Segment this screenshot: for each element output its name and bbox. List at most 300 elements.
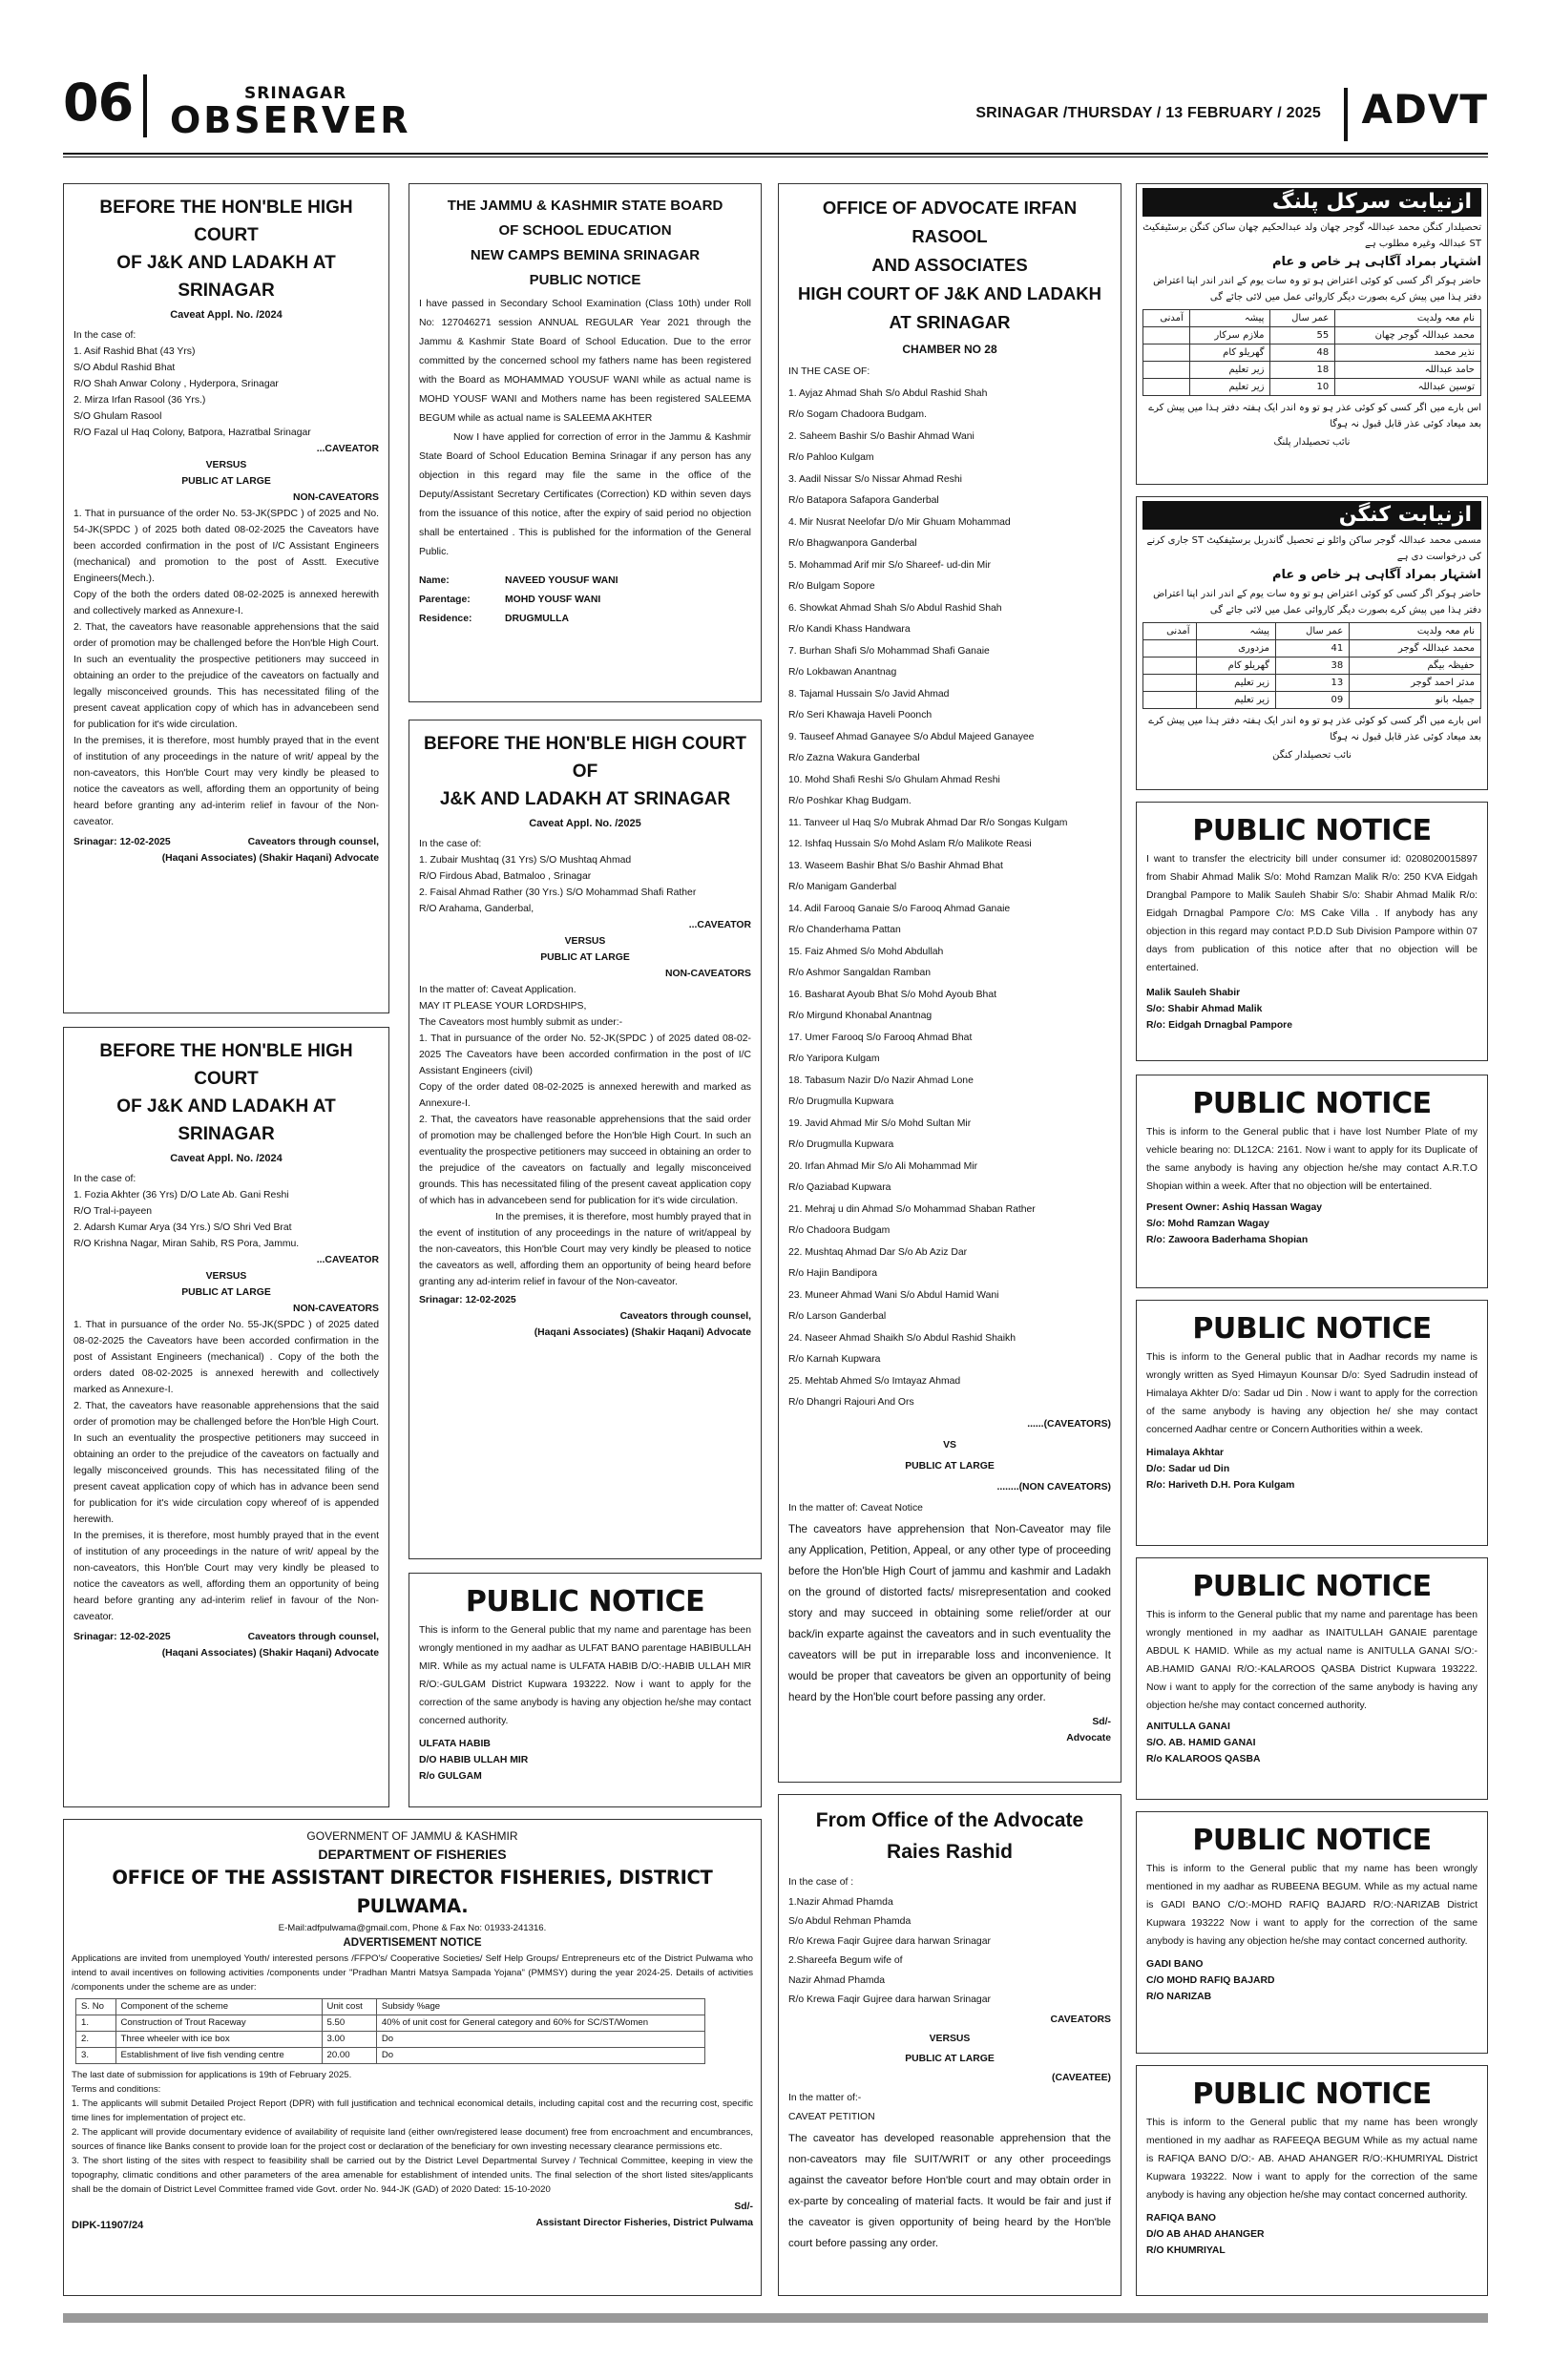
signatory-name: Present Owner: Ashiq Hassan Wagay	[1146, 1202, 1323, 1213]
table-row	[76, 2032, 705, 2048]
signatory-parentage: C/O MOHD RAFIQ BAJARD	[1146, 1975, 1275, 1986]
notice-title: BEFORE THE HON'BLE HIGH COURT	[99, 1041, 353, 1089]
caveat-notice-hc3	[409, 720, 762, 1559]
versus-label: VERSUS	[929, 2034, 971, 2044]
non-caveator-label: NON-CAVEATORS	[664, 969, 751, 979]
party-line: 2. Faisal Ahmad Rather (30 Yrs.) S/O Mohammad Shafi Rather	[419, 887, 697, 898]
party-line: 6. Showkat Ahmad Shah S/o Abdul Rashid Shah	[788, 602, 1002, 614]
party-line: 1. Fozia Akhter (36 Yrs) D/O Late Ab. Gani Reshi	[73, 1190, 289, 1200]
notice-title: From Office of the Advocate	[815, 1809, 1084, 1831]
party-line: R/o Chadoora Budgam	[788, 1225, 891, 1236]
divider	[143, 74, 147, 137]
table-row	[1143, 692, 1481, 709]
urdu-paragraph: تحصیلدار کنگن محمد عبداللہ گوجر چھان ولد عبدالحکیم چھان ساکن کنگن برسٹیفکیٹ ST عبداللہ وغیرہ مطلوب ہے	[1142, 222, 1481, 249]
paragraph: This is inform to the General public that i have lost Number Plate of my vehicle bearing no: DL12CA: 2161. Now i want to apply for its Duplicate of the same anybody is having any objection he/she may contact A.R.T.O Shopian within a week. After that no objection will be entertained.	[1146, 1127, 1478, 1192]
family-table	[1142, 309, 1481, 396]
signatory-residence: R/o KALAROOS QASBA	[1146, 1754, 1261, 1764]
non-caveator-label: ........(NON CAVEATORS)	[996, 1481, 1111, 1493]
paragraph: 2. That, the caveators have reasonable apprehensions that the said order of promotion may be challenged before the Hon'ble High Court. In such an eventuality the prospective petitioners may succeed in obtaining an order to the prejudice of the caveators on factually and legally misconceived grounds. This has necessitated filing of the present caveat application copy of which has in advancebeen send for publication for it's wide circulation.	[419, 1115, 751, 1206]
signature: (Haqani Associates) (Shakir Haqani) Advocate	[534, 1327, 751, 1338]
party-line: 1.Nazir Ahmad Phamda	[788, 1896, 893, 1908]
public-label: PUBLIC AT LARGE	[905, 2053, 995, 2064]
notice-title: BEFORE THE HON'BLE HIGH COURT OF	[423, 734, 747, 782]
table-cell: Do	[376, 2032, 704, 2048]
table-row	[1143, 362, 1481, 379]
urdu-heading: ازنیابت سرکل پلنگ	[1142, 188, 1481, 217]
public-label: PUBLIC AT LARGE	[540, 952, 630, 963]
party-line: R/o Drugmulla Kupwara	[788, 1139, 894, 1150]
table-cell: محمد عبداللہ گوجر	[1350, 640, 1481, 658]
table-row	[1143, 310, 1481, 327]
table-cell: جمیلہ بانو	[1350, 692, 1481, 709]
signatory-parentage: S/o: Shabir Ahmad Malik	[1146, 1004, 1263, 1014]
party-line: R/o Krewa Faqir Gujree dara harwan Srinagar	[788, 1935, 991, 1947]
party-line: 2. Adarsh Kumar Arya (34 Yrs.) S/O Shri Ved Brat	[73, 1222, 292, 1233]
party-line: 1. Asif Rashid Bhat (43 Yrs)	[73, 346, 196, 357]
table-cell: زیر تعلیم	[1189, 379, 1270, 396]
table-cell: 40% of unit cost for General category and 60% for SC/ST/Women	[376, 2015, 704, 2032]
public-notice-gadi	[1136, 1811, 1488, 2054]
table-cell: گھریلو کام	[1196, 658, 1275, 675]
caveator-label: ...CAVEATOR	[688, 920, 751, 930]
table-cell: نذیر محمد	[1335, 344, 1481, 362]
table-cell: زیر تعلیم	[1196, 675, 1275, 692]
paragraph: 1. That in pursuance of the order No. 52-JK(SPDC ) of 2025 dated 08-02-2025 The Caveators have been accorded confirmation in the post of I/C Assistant Engineers (civil)	[419, 1033, 751, 1076]
urdu-signature: نائب تحصیلدار کنگن	[1272, 750, 1352, 761]
public-label: PUBLIC AT LARGE	[181, 476, 271, 487]
matter-line: In the matter of:-	[788, 2092, 862, 2103]
urdu-heading: ازنیابت کنگن	[1142, 501, 1481, 530]
paragraph: In the premises, it is therefore, most humbly prayed that in the event of institution of any proceedings in the nature of writ/appeal by the non-caveators, this Hon'ble Court may very kindly be pleased to notice the caveators as well, affording them an opportunity of being heard before granting any ad-interim relief in favour of the Non-caveator.	[419, 1212, 751, 1287]
party-line: R/o Manigam Ganderbal	[788, 882, 897, 892]
party-line: 12. Ishfaq Hussain S/o Mohd Aslam R/o Malikote Reasi	[788, 839, 1032, 849]
caveator-label: ...CAVEATOR	[316, 444, 379, 454]
school-board-notice	[409, 183, 762, 702]
signatory-residence: R/o: Eidgah Drnagbal Pampore	[1146, 1020, 1292, 1031]
caveat-number: Caveat Appl. No. /2024	[170, 309, 283, 321]
paper-city: SRINAGAR	[244, 84, 347, 103]
paragraph: The caveator has developed reasonable apprehension that the non-caveators may file SUIT/WRIT or any other proceedings against the caveator before Hon'ble court and may obtain order in ex-parte by concealing of material facts. It would be fair and just if the caveator is given opportunity of being heard by the Hon'ble court before passing any order.	[788, 2132, 1111, 2249]
table-header: Unit cost	[322, 1999, 376, 2015]
case-label: In the case of :	[788, 1877, 854, 1888]
party-line: 25. Mehtab Ahmed S/o Imtayaz Ahmad	[788, 1375, 961, 1387]
party-line: R/o Zazna Wakura Ganderbal	[788, 753, 920, 763]
deadline-line: The last date of submission for applications is 19th of February 2025.	[72, 2070, 352, 2080]
signatory-name: RAFIQA BANO	[1146, 2213, 1216, 2223]
table-cell: مدثر احمد گوجر	[1350, 675, 1481, 692]
signature: (Haqani Associates) (Shakir Haqani) Advocate	[161, 1648, 379, 1659]
party-line: 4. Mir Nusrat Neelofar D/o Mir Ghuam Mohammad	[788, 516, 1011, 528]
place-date: Srinagar: 12-02-2025	[73, 1632, 171, 1642]
table-cell	[1143, 675, 1197, 692]
table-cell: ملازم سرکار	[1189, 327, 1270, 344]
party-line: 7. Burhan Shafi S/o Mohammad Shafi Ganaie	[788, 645, 990, 657]
table-cell	[1143, 327, 1190, 344]
notice-title: Raies Rashid	[887, 1841, 1013, 1863]
party-list	[788, 362, 1111, 1414]
notice-title: PUBLIC NOTICE	[529, 272, 641, 288]
case-label: In the case of:	[419, 839, 482, 849]
table-cell: حامد عبداللہ	[1335, 362, 1481, 379]
matter-line: In the matter of: Caveat Application.	[419, 985, 576, 995]
party-line: R/o Sogam Chadoora Budgam.	[788, 409, 927, 420]
signatory-residence: R/O KHUMRIYAL	[1146, 2245, 1226, 2256]
public-label: PUBLIC AT LARGE	[905, 1460, 995, 1472]
urdu-notice-palang	[1136, 183, 1488, 485]
public-notice-anitulla	[1136, 1557, 1488, 1800]
notice-title: PUBLIC NOTICE	[1192, 1312, 1432, 1346]
caveat-number: Caveat Appl. No. /2025	[529, 818, 641, 829]
party-line: 20. Irfan Ahmad Mir S/o Ali Mohammad Mir	[788, 1160, 978, 1172]
party-line: R/o Ashmor Sangaldan Ramban	[788, 968, 932, 978]
section-label: ADVT	[1361, 86, 1488, 133]
footer-rule	[63, 2313, 1488, 2323]
table-cell: 1.	[76, 2015, 116, 2032]
party-line: R/o Seri Khawaja Haveli Poonch	[788, 710, 933, 720]
field-label: Parentage:	[419, 595, 471, 605]
table-cell	[1143, 362, 1190, 379]
matter-line: MAY IT PLEASE YOUR LORDSHIPS,	[419, 1001, 587, 1012]
party-line: R/o Dhangri Rajouri And Ors	[788, 1397, 914, 1408]
table-row	[1143, 658, 1481, 675]
paragraph: Applications are invited from unemployed Youth/ interested persons /FFPO's/ Cooperative Societies/ Self Help Groups/ Entrepreneurs etc of the District Pulwama who intend to avail incentives on following activities /components under "Pradhan Mantri Matsya Sampada Yojana" (PMMSY) during the year 2024-25. Details of activities /components under the scheme are as under:	[72, 1953, 753, 1993]
public-label: PUBLIC AT LARGE	[181, 1287, 271, 1298]
paragraph: 2. That, the caveators have reasonable apprehensions that the said order of promotion may be challenged before the Hon'ble High Court. In such an eventuality the prospective petitioners may succeed in obtaining an order to the prejudice of the caveators on factually and legally misconceived grounds. This has necessitated filing of the present caveat application copy of which has in advance been send for publication for it's wide circulation copy whereof of is appended herewith.	[73, 1401, 379, 1525]
condition: 2. The applicant will provide documentary evidence of availability of requisite land (either own/registered lease document) free from encroachment and encumbrances, sources of finance like Banks consent to provide loan for the project cost or declaration of the beneficiary for own investing necessary clearance permissions etc.	[72, 2127, 753, 2152]
matter-line: CAVEAT PETITION	[788, 2112, 875, 2122]
party-line: R/o Bhagwanpora Ganderbal	[788, 538, 917, 549]
dept-line: DEPARTMENT OF FISHERIES	[318, 1847, 507, 1862]
signatory-title: Advocate	[1066, 1732, 1111, 1743]
field-label: Residence:	[419, 614, 472, 624]
advocate-raies-notice	[778, 1794, 1121, 2296]
table-header: پیشہ	[1189, 310, 1270, 327]
notice-title: PUBLIC NOTICE	[1192, 1824, 1432, 1857]
paragraph: 1. That in pursuance of the order No. 53-JK(SPDC ) of 2025 and No. 54-JK(SPDC ) of 2025 both dated 08-02-2025 the Caveators have been accorded confirmation in the post of I/C Assistant Engineers (mechanical) and promotion to the post of Asstt. Executive Engineers(Mech.).	[73, 509, 379, 584]
contact-line: E-Mail:adfpulwama@gmail.com, Phone & Fax No: 01933-241316.	[278, 1923, 547, 1933]
non-caveator-label: NON-CAVEATORS	[292, 492, 379, 503]
party-line: R/O Fazal ul Haq Colony, Batpora, Hazratbal Srinagar	[73, 428, 311, 438]
paragraph: This is inform to the General public that in Aadhar records my name is wrongly written as Syed Himayun Kounsar D/o: Syed Sadrudin instead of Himalaya Akhter D/o: Sadar ud Din . Now i want to apply for the correction of the same anybody is having any objection he/ she may contact concerned Aadhar centre or Concern Authorities within a week.	[1146, 1352, 1478, 1435]
signatory-residence: R/o: Hariveth D.H. Pora Kulgam	[1146, 1480, 1295, 1491]
notice-title: PUBLIC NOTICE	[465, 1585, 705, 1618]
table-cell: 5.50	[322, 2015, 376, 2032]
table-cell: 48	[1270, 344, 1335, 362]
party-line: R/O Tral-i-payeen	[73, 1206, 152, 1217]
table-cell: 09	[1275, 692, 1349, 709]
party-line: 18. Tabasum Nazir D/o Nazir Ahmad Lone	[788, 1075, 974, 1086]
table-header: Component of the scheme	[115, 1999, 322, 2015]
party-line: 8. Tajamal Hussain S/o Javid Ahmad	[788, 688, 950, 699]
header-rule	[63, 153, 1488, 155]
counsel-label: Caveators through counsel,	[247, 1632, 379, 1642]
divider	[1344, 88, 1348, 141]
table-row	[1143, 327, 1481, 344]
notice-title: AND ASSOCIATES	[871, 255, 1028, 275]
party-line: R/o Drugmulla Kupwara	[788, 1096, 894, 1107]
urdu-subheading: اشتہار بمراد آگاہی ہر خاص و عام	[1272, 255, 1481, 269]
public-notice-rafiqa	[1136, 2065, 1488, 2296]
versus-label: VERSUS	[205, 1271, 247, 1282]
condition: 3. The short listing of the sites with respect to feasibility shall be carried out by the District Level Departmental Survey / Technical Committee, keeping in view the topography, climatic conditions and other parameters of the area amenable for establishment of intended units. The final selection of the short listed sites/applicants shall be the domain of District Level Committee framed vide Govt. order No. 944-JK (GAD) of 2020 Dated: 15-10-2020	[72, 2156, 753, 2195]
page-number: 06	[63, 73, 134, 133]
party-line: R/o Qaziabad Kupwara	[788, 1182, 891, 1193]
party-line: S/O Ghulam Rasool	[73, 411, 162, 422]
notice-title: HIGH COURT OF J&K AND LADAKH	[798, 283, 1101, 303]
notice-title: J&K AND LADAKH AT SRINAGAR	[439, 789, 731, 809]
notice-title: OFFICE OF ADVOCATE IRFAN RASOOL	[822, 198, 1078, 246]
caveator-label: ......(CAVEATORS)	[1027, 1418, 1111, 1430]
party-line: R/O Firdous Abad, Batmaloo , Srinagar	[419, 871, 592, 882]
party-line: 2.Shareefa Begum wife of	[788, 1955, 903, 1966]
notice-title: NEW CAMPS BEMINA SRINAGAR	[470, 247, 701, 263]
matter-line: The Caveators most humbly submit as under:-	[419, 1017, 623, 1028]
dipk-number: DIPK-11907/24	[72, 2220, 144, 2231]
party-line: R/O Krishna Nagar, Miran Sahib, RS Pora, Jammu.	[73, 1239, 300, 1249]
paragraph: This is inform to the General public that my name and parentage has been wrongly mentioned in my aadhar as ULFAT BANO parentage HABIBULLAH MIR. While as my actual name is ULFATA HABIB D/O:-HABIB ULLAH MIR R/O:-GULGAM District Kupwara 193222. Now i want to apply for the correction of the same anybody is having any objection he/she may contact concerned authority.	[419, 1625, 751, 1726]
party-line: 9. Tauseef Ahmad Ganayee S/o Abdul Majeed Ganayee	[788, 731, 1035, 742]
party-line: 3. Aadil Nissar S/o Nissar Ahmad Reshi	[788, 473, 962, 485]
table-cell: Three wheeler with ice box	[115, 2032, 322, 2048]
signatory-name: ANITULLA GANAI	[1146, 1722, 1230, 1732]
table-cell: گھریلو کام	[1189, 344, 1270, 362]
party-line: Nazir Ahmad Phamda	[788, 1974, 886, 1986]
party-line: 22. Mushtaq Ahmad Dar S/o Ab Aziz Dar	[788, 1246, 968, 1258]
caveator-label: ...CAVEATOR	[316, 1255, 379, 1265]
table-row	[76, 1999, 705, 2015]
terms-heading: Terms and conditions:	[72, 2084, 161, 2095]
scheme-table	[75, 1998, 705, 2064]
table-cell: Establishment of live fish vending centre	[115, 2048, 322, 2064]
party-line: 5. Mohammad Arif mir S/o Shareef- ud-din Mir	[788, 559, 991, 571]
party-line: R/o Lokbawan Anantnag	[788, 667, 897, 678]
table-header: آمدنی	[1143, 623, 1197, 640]
notice-title: OF J&K AND LADAKH AT SRINAGAR	[116, 253, 336, 301]
table-cell: 55	[1270, 327, 1335, 344]
paragraph: I have passed in Secondary School Examination (Class 10th) under Roll No: 127046271 session ANNUAL REGULAR Year 2021 through the Jammu & Kashmir State Board of School Education. Due to the error committed by the concerned school my fathers name has been registered with the Board as MOHAMMAD YOUSUF WANI while as actual name is MOHD YOUSF WANI and Mothers name has been registered SALEEMA BEGUM while as actual name is SALEEMA AKHTER	[419, 299, 751, 424]
paragraph: This is inform to the General public that my name and parentage has been wrongly mentioned in my aadhar as INAITULLAH GANAIE parentage ABDUL K HAMID. While as my actual name is ANITULLA GANAI S/O:-AB.HAMID GANAI R/O:-KALAROOS QASBA District Kupwara 193222. Now i want to apply for the correction of the same anybody is having any objection he/she may contact concerned authority.	[1146, 1610, 1478, 1711]
table-cell: 20.00	[322, 2048, 376, 2064]
non-caveator-label: NON-CAVEATORS	[292, 1304, 379, 1314]
party-line: 19. Javid Ahmad Mir S/o Mohd Sultan Mir	[788, 1117, 972, 1129]
party-line: S/o Abdul Rehman Phamda	[788, 1916, 912, 1927]
party-line: 10. Mohd Shafi Reshi S/o Ghulam Ahmad Reshi	[788, 774, 1000, 785]
table-cell: توسین عبداللہ	[1335, 379, 1481, 396]
party-line: R/o Krewa Faqir Gujree dara harwan Srinagar	[788, 1994, 991, 2005]
versus-label: VERSUS	[564, 936, 606, 947]
notice-title: OF J&K AND LADAKH AT SRINAGAR	[116, 1096, 336, 1144]
party-line: 14. Adil Farooq Ganaie S/o Farooq Ahmad Ganaie	[788, 903, 1011, 914]
party-line: R/o Karnah Kupwara	[788, 1354, 881, 1365]
party-line: S/O Abdul Rashid Bhat	[73, 363, 176, 373]
notice-title: OF SCHOOL EDUCATION	[498, 222, 672, 239]
table-header: پیشہ	[1196, 623, 1275, 640]
table-cell: Do	[376, 2048, 704, 2064]
sd-mark: Sd/-	[1092, 1716, 1111, 1727]
table-cell	[1143, 692, 1197, 709]
caveat-number: Caveat Appl. No. /2024	[170, 1153, 283, 1164]
party-line: 2. Mirza Irfan Rasool (36 Yrs.)	[73, 395, 206, 406]
table-cell: محمد عبداللہ گوجر چھان	[1335, 327, 1481, 344]
paragraph: The caveators have apprehension that Non-Caveator may file any Application, Petition, Appeal, or any other type of proceeding before the Hon'ble High Court of jammu and kashmir and Ladakh on the ground of distorted facts/ misrepresentation and cooked story and may succeed in obtaining some relief/order at our back/in exparte against the caveators and in such eventuality the caveators will be put in irreparable loss and inconvenience. It would be proper that caveators be given an opportunity of being heard by the Hon'ble court before passing any order.	[788, 1522, 1111, 1703]
table-header: Subsidy %age	[376, 1999, 704, 2015]
table-row	[76, 2015, 705, 2032]
table-cell: 41	[1275, 640, 1349, 658]
party-line: R/o Hajin Bandipora	[788, 1268, 877, 1279]
adv-heading: ADVERTISEMENT NOTICE	[343, 1937, 482, 1949]
paragraph: This is inform to the General public that my name has been wrongly mentioned in my aadhar as RAFEEQA BEGUM While as my actual name is RAFIQA BANO D/O:- AB. AHAD AHANGER R/O:-KHUMRIYAL District Kupwara 193222. Now i want to apply for the correction of the same anybody is having any objection he/she may contact concerned authority.	[1146, 2118, 1478, 2201]
urdu-paragraph: حاضر ہوکر اگر کسی کو کوئی اعتراض ہو تو وہ سات یوم کے اندر اندر اپنا اعتراض دفتر ہذا میں پیش کرے بصورت دیگر کاروائی عمل میں لائی جائے گی	[1153, 589, 1481, 616]
party-line: 16. Basharat Ayoub Bhat S/o Mohd Ayoub Bhat	[788, 989, 996, 1000]
case-label: IN THE CASE OF:	[788, 366, 870, 377]
paragraph: Copy of the order dated 08-02-2025 is annexed herewith and marked as Annexure-I.	[419, 1082, 751, 1109]
party-line: R/o Poshkar Khag Budgam.	[788, 796, 912, 806]
signatory-residence: R/o: Zawoora Baderhama Shopian	[1146, 1235, 1309, 1245]
signatory-parentage: D/o: Sadar ud Din	[1146, 1464, 1230, 1474]
party-line: 1. Ayjaz Ahmad Shah S/o Abdul Rashid Shah	[788, 387, 988, 399]
table-row	[1143, 640, 1481, 658]
party-line: R/o Kandi Khass Handwara	[788, 624, 911, 635]
chamber-number: CHAMBER NO 28	[902, 343, 997, 356]
table-header: نام معہ ولدیت	[1335, 310, 1481, 327]
public-notice-malik	[1136, 802, 1488, 1061]
versus-label: VS	[943, 1439, 956, 1451]
signature: (Haqani Associates) (Shakir Haqani) Advocate	[161, 853, 379, 864]
table-header: S. No	[76, 1999, 116, 2015]
table-cell: مزدوری	[1196, 640, 1275, 658]
party-line: R/o Batapora Safapora Ganderbal	[788, 495, 939, 506]
signatory-parentage: S/o: Mohd Ramzan Wagay	[1146, 1219, 1269, 1229]
paper-logo: OBSERVER	[170, 99, 411, 141]
paragraph: 2. That, the caveators have reasonable apprehensions that the said order of promotion may be challenged before the Hon'ble High Court. In such an eventuality the prospective petitioners may succeed in obtaining an order to the prejudice of the caveators on factually and legally misconceived grounds. This has necessitated filing of the present caveat application copy of which has in advancebeen send for publication for it's wide circulation.	[73, 622, 379, 730]
case-label: In the case of:	[73, 1174, 136, 1184]
party-line: 24. Naseer Ahmad Shaikh S/o Abdul Rashid Shaikh	[788, 1332, 1016, 1344]
paragraph: 1. That in pursuance of the order No. 55-JK(SPDC ) of 2025 dated 08-02-2025 the Caveators have been accorded confirmation in the post of Assistant Engineers (mechanical) . Copy of the both the orders dated 08-02-2025 is annexed herewith and collectively marked as Annexure-I.	[73, 1320, 379, 1395]
party-line: 23. Muneer Ahmad Wani S/o Abdul Hamid Wani	[788, 1289, 999, 1301]
signatory-parentage: S/O. AB. HAMID GANAI	[1146, 1738, 1256, 1748]
party-line: R/o Yaripora Kulgam	[788, 1054, 880, 1064]
table-cell	[1143, 379, 1190, 396]
signatory-parentage: D/O HABIB ULLAH MIR	[419, 1755, 529, 1765]
table-row	[76, 2048, 705, 2064]
party-line: R/o Mirgund Khonabal Anantnag	[788, 1011, 933, 1021]
case-label: In the case of:	[73, 330, 136, 341]
place-date: Srinagar: 12-02-2025	[73, 837, 171, 847]
urdu-signature: نائب تحصیلدار پلنگ	[1273, 437, 1351, 448]
public-notice-wagay	[1136, 1075, 1488, 1288]
party-line: 2. Saheem Bashir S/o Bashir Ahmad Wani	[788, 430, 975, 442]
signatory-name: GADI BANO	[1146, 1959, 1204, 1970]
counsel-label: Caveators through counsel,	[247, 837, 379, 847]
table-header: عمر سال	[1275, 623, 1349, 640]
field-label: Name:	[419, 575, 450, 586]
table-cell: زیر تعلیم	[1196, 692, 1275, 709]
urdu-notice-kangan	[1136, 496, 1488, 790]
table-cell: 18	[1270, 362, 1335, 379]
party-line: R/O Arahama, Ganderbal,	[419, 904, 534, 914]
caveat-notice-hc2	[63, 1027, 389, 1807]
caveat-notice-hc1	[63, 183, 389, 1013]
notice-title: PUBLIC NOTICE	[1192, 2077, 1432, 2111]
place-date: Srinagar: 12-02-2025	[419, 1295, 516, 1305]
sd-mark: Sd/-	[734, 2202, 753, 2212]
caveator-label: CAVEATORS	[1050, 2014, 1111, 2025]
party-line: R/o Bulgam Sopore	[788, 581, 875, 592]
paragraph: In the premises, it is therefore, most humbly prayed that in the event of institution of any proceedings in the nature of writ/ appeal by the non-caveators, this Hon'ble Court may very kindly be pleased to notice the caveators as well, affording them an opportunity of being heard before granting any ad-interim relief in favour of the Non-caveator.	[73, 736, 379, 827]
table-cell	[1143, 344, 1190, 362]
signatory-name: Malik Sauleh Shabir	[1146, 988, 1241, 998]
paragraph: I want to transfer the electricity bill under consumer id: 0208020015897 from Shabir Ahmad Malik S/o: Mohd Ramzan Malik R/o: 250 KVA Eidgah Drangbal Pampore to Malik Sauleh Shabir S/o: Shabir Ahmad Malik R/o: Eidgah Drnagbal Pampore C/o: MS Cake Villa . If anybody has any objection in this regard may contact P.D.D Sub Division Pampore within 07 days from publication of this notice after that no objection will be entertained.	[1146, 854, 1478, 973]
signatory-title: Assistant Director Fisheries, District Pulwama	[535, 2218, 753, 2228]
party-line: 13. Waseem Bashir Bhat S/o Bashir Ahmad Bhat	[788, 860, 1003, 871]
party-line: 21. Mehraj u din Ahmad S/o Mohammad Shaban Rather	[788, 1203, 1036, 1215]
office-title: OFFICE OF THE ASSISTANT DIRECTOR FISHERIES, DISTRICT PULWAMA.	[112, 1867, 713, 1917]
field-value: MOHD YOUSF WANI	[505, 595, 601, 605]
table-header: آمدنی	[1143, 310, 1190, 327]
counsel-label: Caveators through counsel,	[619, 1311, 751, 1322]
applicant-details	[419, 572, 751, 629]
party-line: R/o Pahloo Kulgam	[788, 452, 874, 463]
paragraph: Copy of the both the orders dated 08-02-2025 is annexed herewith and collectively marked as Annexure-I.	[73, 590, 379, 616]
party-line: 17. Umer Farooq S/o Farooq Ahmad Bhat	[788, 1032, 973, 1043]
party-line: R/O Shah Anwar Colony , Hyderpora, Srinagar	[73, 379, 279, 389]
urdu-paragraph: اس بارے میں اگر کسی کو کوئی عذر ہو تو وہ اندر ایک ہفتہ دفتر ہذا میں پیش کرے بعد میعاد کوئی عذر قابل قبول نہ ہوگا	[1148, 716, 1481, 742]
table-row	[1143, 344, 1481, 362]
party-line: R/o Chanderhama Pattan	[788, 925, 901, 935]
paragraph: This is inform to the General public that my name has been wrongly mentioned in my aadhar as RUBEENA BEGUM. While as my actual name is GADI BANO C/O:-MOHD RAFIQ BAJARD R/O:-NARIZAB District Kupwara 193222 Now i want to apply for the correction of the same anybody is having any objection he/she may contact concerned authority.	[1146, 1864, 1478, 1947]
advocate-irfan-notice	[778, 183, 1121, 1783]
notice-title: THE JAMMU & KASHMIR STATE BOARD	[447, 198, 723, 214]
family-table	[1142, 622, 1481, 709]
urdu-paragraph: مسمی محمد عبداللہ گوجر ساکن وائلو نے تحصیل گاندربل برسٹیفکیٹ ST جاری کرنے کی درخواست دی ہے	[1146, 535, 1481, 562]
paragraph: Now I have applied for correction of error in the Jammu & Kashmir State Board of School Education Bemina Srinagar if any person has any objection in this regard may file the same in the office of the Deputy/Assistant Secretary Certificates (Correction) KD within seven days from the issuance of this notice, after the expiry of said period no objection shall be entertained . This is published for the information of the General Public.	[419, 432, 751, 557]
table-cell: 13	[1275, 675, 1349, 692]
signatory-name: ULFATA HABIB	[419, 1739, 491, 1749]
table-row	[1143, 379, 1481, 396]
table-header: نام معہ ولدیت	[1350, 623, 1481, 640]
table-cell: 3.	[76, 2048, 116, 2064]
table-row	[1143, 675, 1481, 692]
notice-title: AT SRINAGAR	[889, 312, 1011, 332]
fisheries-advertisement	[63, 1819, 762, 2296]
notice-title: BEFORE THE HON'BLE HIGH COURT	[99, 198, 353, 245]
table-cell: Construction of Trout Raceway	[115, 2015, 322, 2032]
urdu-paragraph: حاضر ہوکر اگر کسی کو کوئی اعتراض ہو تو وہ سات یوم کے اندر اندر اپنا اعتراض دفتر ہذا میں پیش کرے بصورت دیگر کاروائی عمل میں لائی جائے گی	[1153, 276, 1481, 303]
table-cell: حفیظہ بیگم	[1350, 658, 1481, 675]
party-line: 15. Faiz Ahmed S/o Mohd Abdullah	[788, 946, 944, 957]
versus-label: VERSUS	[205, 460, 247, 470]
urdu-paragraph: اس بارے میں اگر کسی کو کوئی عذر ہو تو وہ اندر ایک ہفتہ دفتر ہذا میں پیش کرے بعد میعاد کوئی عذر قابل قبول نہ ہوگا	[1148, 403, 1481, 429]
notice-title: PUBLIC NOTICE	[1192, 1087, 1432, 1120]
table-cell: 3.00	[322, 2032, 376, 2048]
signatory-parentage: D/O AB AHAD AHANGER	[1146, 2229, 1265, 2240]
table-cell	[1143, 640, 1197, 658]
govt-line: GOVERNMENT OF JAMMU & KASHMIR	[306, 1829, 518, 1843]
paragraph: In the premises, it is therefore, most humbly prayed that in the event of institution of any proceedings in the nature of writ/ appeal by the non-caveators, this Hon'ble Court may very kindly be pleased to notice the caveators as well, affording them an opportunity of being heard before granting any ad-interim relief in favour of the Non-caveator.	[73, 1531, 379, 1622]
table-cell	[1143, 658, 1197, 675]
table-header: عمر سال	[1270, 310, 1335, 327]
signatory-name: Himalaya Akhtar	[1146, 1448, 1225, 1458]
matter-line: In the matter of: Caveat Notice	[788, 1502, 923, 1514]
public-notice-himalaya	[1136, 1300, 1488, 1546]
condition: 1. The applicants will submit Detailed Project Report (DPR) with full justification and technical economical details, including capital cost and the recurring cost, specific time lines for implementation of project etc.	[72, 2098, 753, 2123]
field-value: NAVEED YOUSUF WANI	[505, 575, 618, 586]
caveatee-label: (CAVEATEE)	[1052, 2073, 1111, 2083]
table-cell: 10	[1270, 379, 1335, 396]
signatory-residence: R/O NARIZAB	[1146, 1992, 1212, 2002]
signatory-residence: R/o GULGAM	[419, 1771, 482, 1782]
table-row	[1143, 623, 1481, 640]
